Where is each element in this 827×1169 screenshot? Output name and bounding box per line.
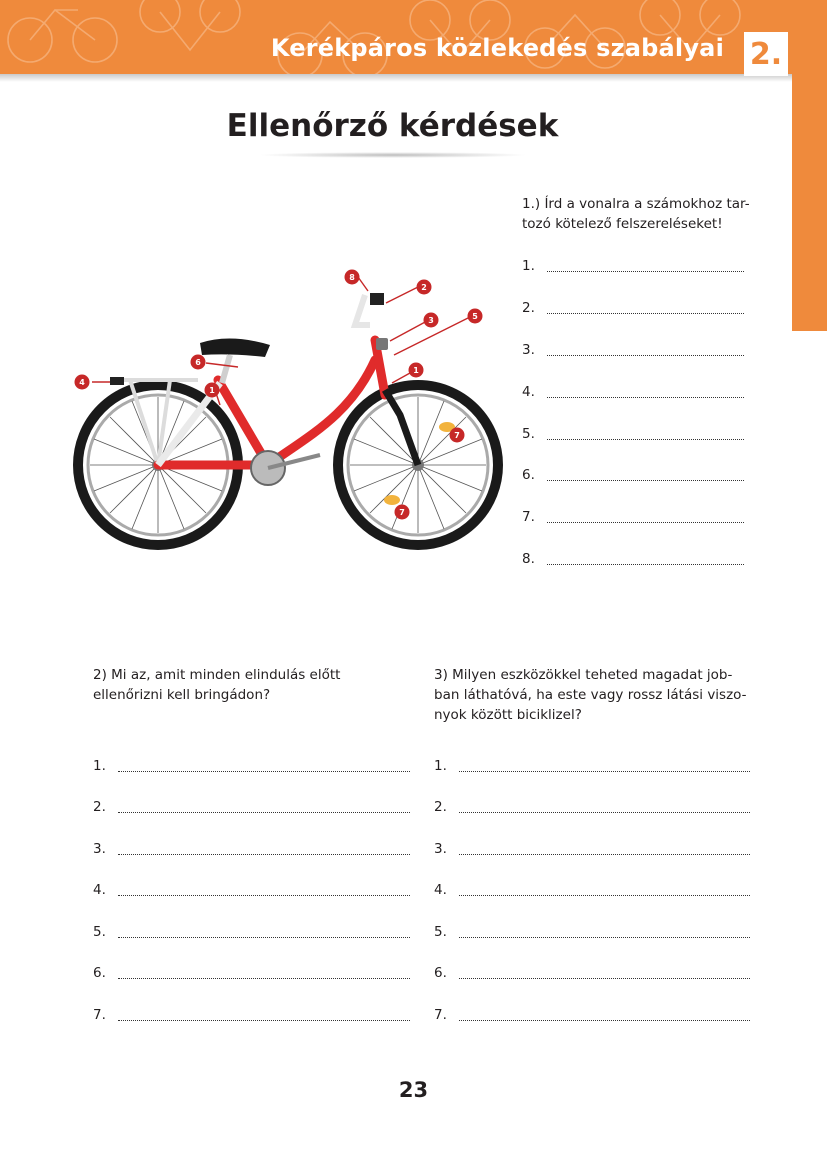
line-number: 8.	[522, 551, 535, 567]
answer-line[interactable]	[522, 551, 744, 571]
line-number: 3.	[434, 841, 447, 857]
svg-text:4: 4	[79, 378, 85, 387]
question-3-text: 3) Milyen eszközökkel teheted magadat job-ban láthatóvá, ha este vagy rossz látási viszo-nyok között biciklizel?	[434, 667, 747, 723]
answer-line[interactable]	[522, 342, 744, 362]
answer-line[interactable]	[434, 1007, 750, 1027]
answer-line[interactable]	[434, 924, 750, 944]
answer-line[interactable]	[522, 300, 744, 320]
line-number: 1.	[522, 258, 535, 274]
answer-line[interactable]	[522, 467, 744, 487]
marker-7-front	[450, 428, 465, 443]
svg-text:1: 1	[209, 386, 215, 395]
line-number: 7.	[434, 1007, 447, 1023]
line-number: 3.	[93, 841, 106, 857]
marker-4	[75, 375, 90, 390]
answer-line[interactable]	[434, 758, 750, 778]
answer-line[interactable]	[522, 509, 744, 529]
svg-text:8: 8	[349, 273, 355, 282]
line-number: 2.	[522, 300, 535, 316]
side-accent-bar	[792, 0, 827, 331]
answer-line[interactable]	[93, 882, 410, 902]
line-number: 5.	[93, 924, 106, 940]
line-number: 7.	[522, 509, 535, 525]
answer-line[interactable]	[93, 758, 410, 778]
bicycle-illustration	[70, 265, 510, 555]
svg-text:3: 3	[428, 316, 434, 325]
chapter-number: 2.	[744, 32, 788, 76]
header-shadow	[0, 74, 792, 82]
line-number: 6.	[434, 965, 447, 981]
marker-6	[191, 355, 206, 370]
header-band	[0, 0, 792, 74]
seat-post	[222, 355, 230, 383]
answer-line[interactable]	[93, 924, 410, 944]
marker-2	[417, 280, 432, 295]
marker-8	[345, 270, 360, 285]
line-number: 6.	[93, 965, 106, 981]
page-number: 23	[398, 1078, 429, 1102]
svg-text:7: 7	[399, 508, 405, 517]
handlebar	[355, 295, 370, 325]
answer-line[interactable]	[93, 965, 410, 985]
front-light	[376, 338, 388, 350]
line-number: 2.	[93, 799, 106, 815]
saddle	[200, 338, 270, 357]
line-number: 4.	[93, 882, 106, 898]
line-number: 2.	[434, 799, 447, 815]
chapter-title: Kerékpáros közlekedés szabályai	[270, 34, 724, 62]
marker-7-rear	[395, 505, 410, 520]
svg-text:6: 6	[195, 358, 201, 367]
line-number: 4.	[522, 384, 535, 400]
question-1-text: 1.) Írd a vonalra a számokhoz tar-tozó kötelező felszereléseket!	[522, 196, 750, 232]
answer-line[interactable]	[434, 841, 750, 861]
line-number: 7.	[93, 1007, 106, 1023]
spoke-reflector	[384, 495, 400, 505]
answer-line[interactable]	[434, 799, 750, 819]
line-number: 4.	[434, 882, 447, 898]
line-number: 5.	[522, 426, 535, 442]
bell	[370, 293, 384, 305]
answer-line[interactable]	[434, 965, 750, 985]
page-title: Ellenőrző kérdések	[226, 108, 559, 144]
line-number: 1.	[93, 758, 106, 774]
line-number: 5.	[434, 924, 447, 940]
svg-text:7: 7	[454, 431, 460, 440]
answer-line[interactable]	[93, 1007, 410, 1027]
svg-text:2: 2	[421, 283, 427, 292]
marker-5	[468, 309, 483, 324]
svg-text:1: 1	[413, 366, 419, 375]
marker-1-rear	[205, 383, 220, 398]
rear-reflector	[110, 377, 124, 385]
marker-1-front	[409, 363, 424, 378]
line-number: 6.	[522, 467, 535, 483]
question-2-text: 2) Mi az, amit minden elindulás előtt ellenőrizni kell bringádon?	[93, 667, 341, 703]
answer-line[interactable]	[434, 882, 750, 902]
answer-line[interactable]	[522, 426, 744, 446]
title-underline	[258, 152, 528, 158]
marker-3	[424, 313, 439, 328]
answer-line[interactable]	[93, 799, 410, 819]
answer-line[interactable]	[93, 841, 410, 861]
line-number: 3.	[522, 342, 535, 358]
answer-line[interactable]	[522, 384, 744, 404]
answer-line[interactable]	[522, 258, 744, 278]
line-number: 1.	[434, 758, 447, 774]
svg-text:5: 5	[472, 312, 478, 321]
